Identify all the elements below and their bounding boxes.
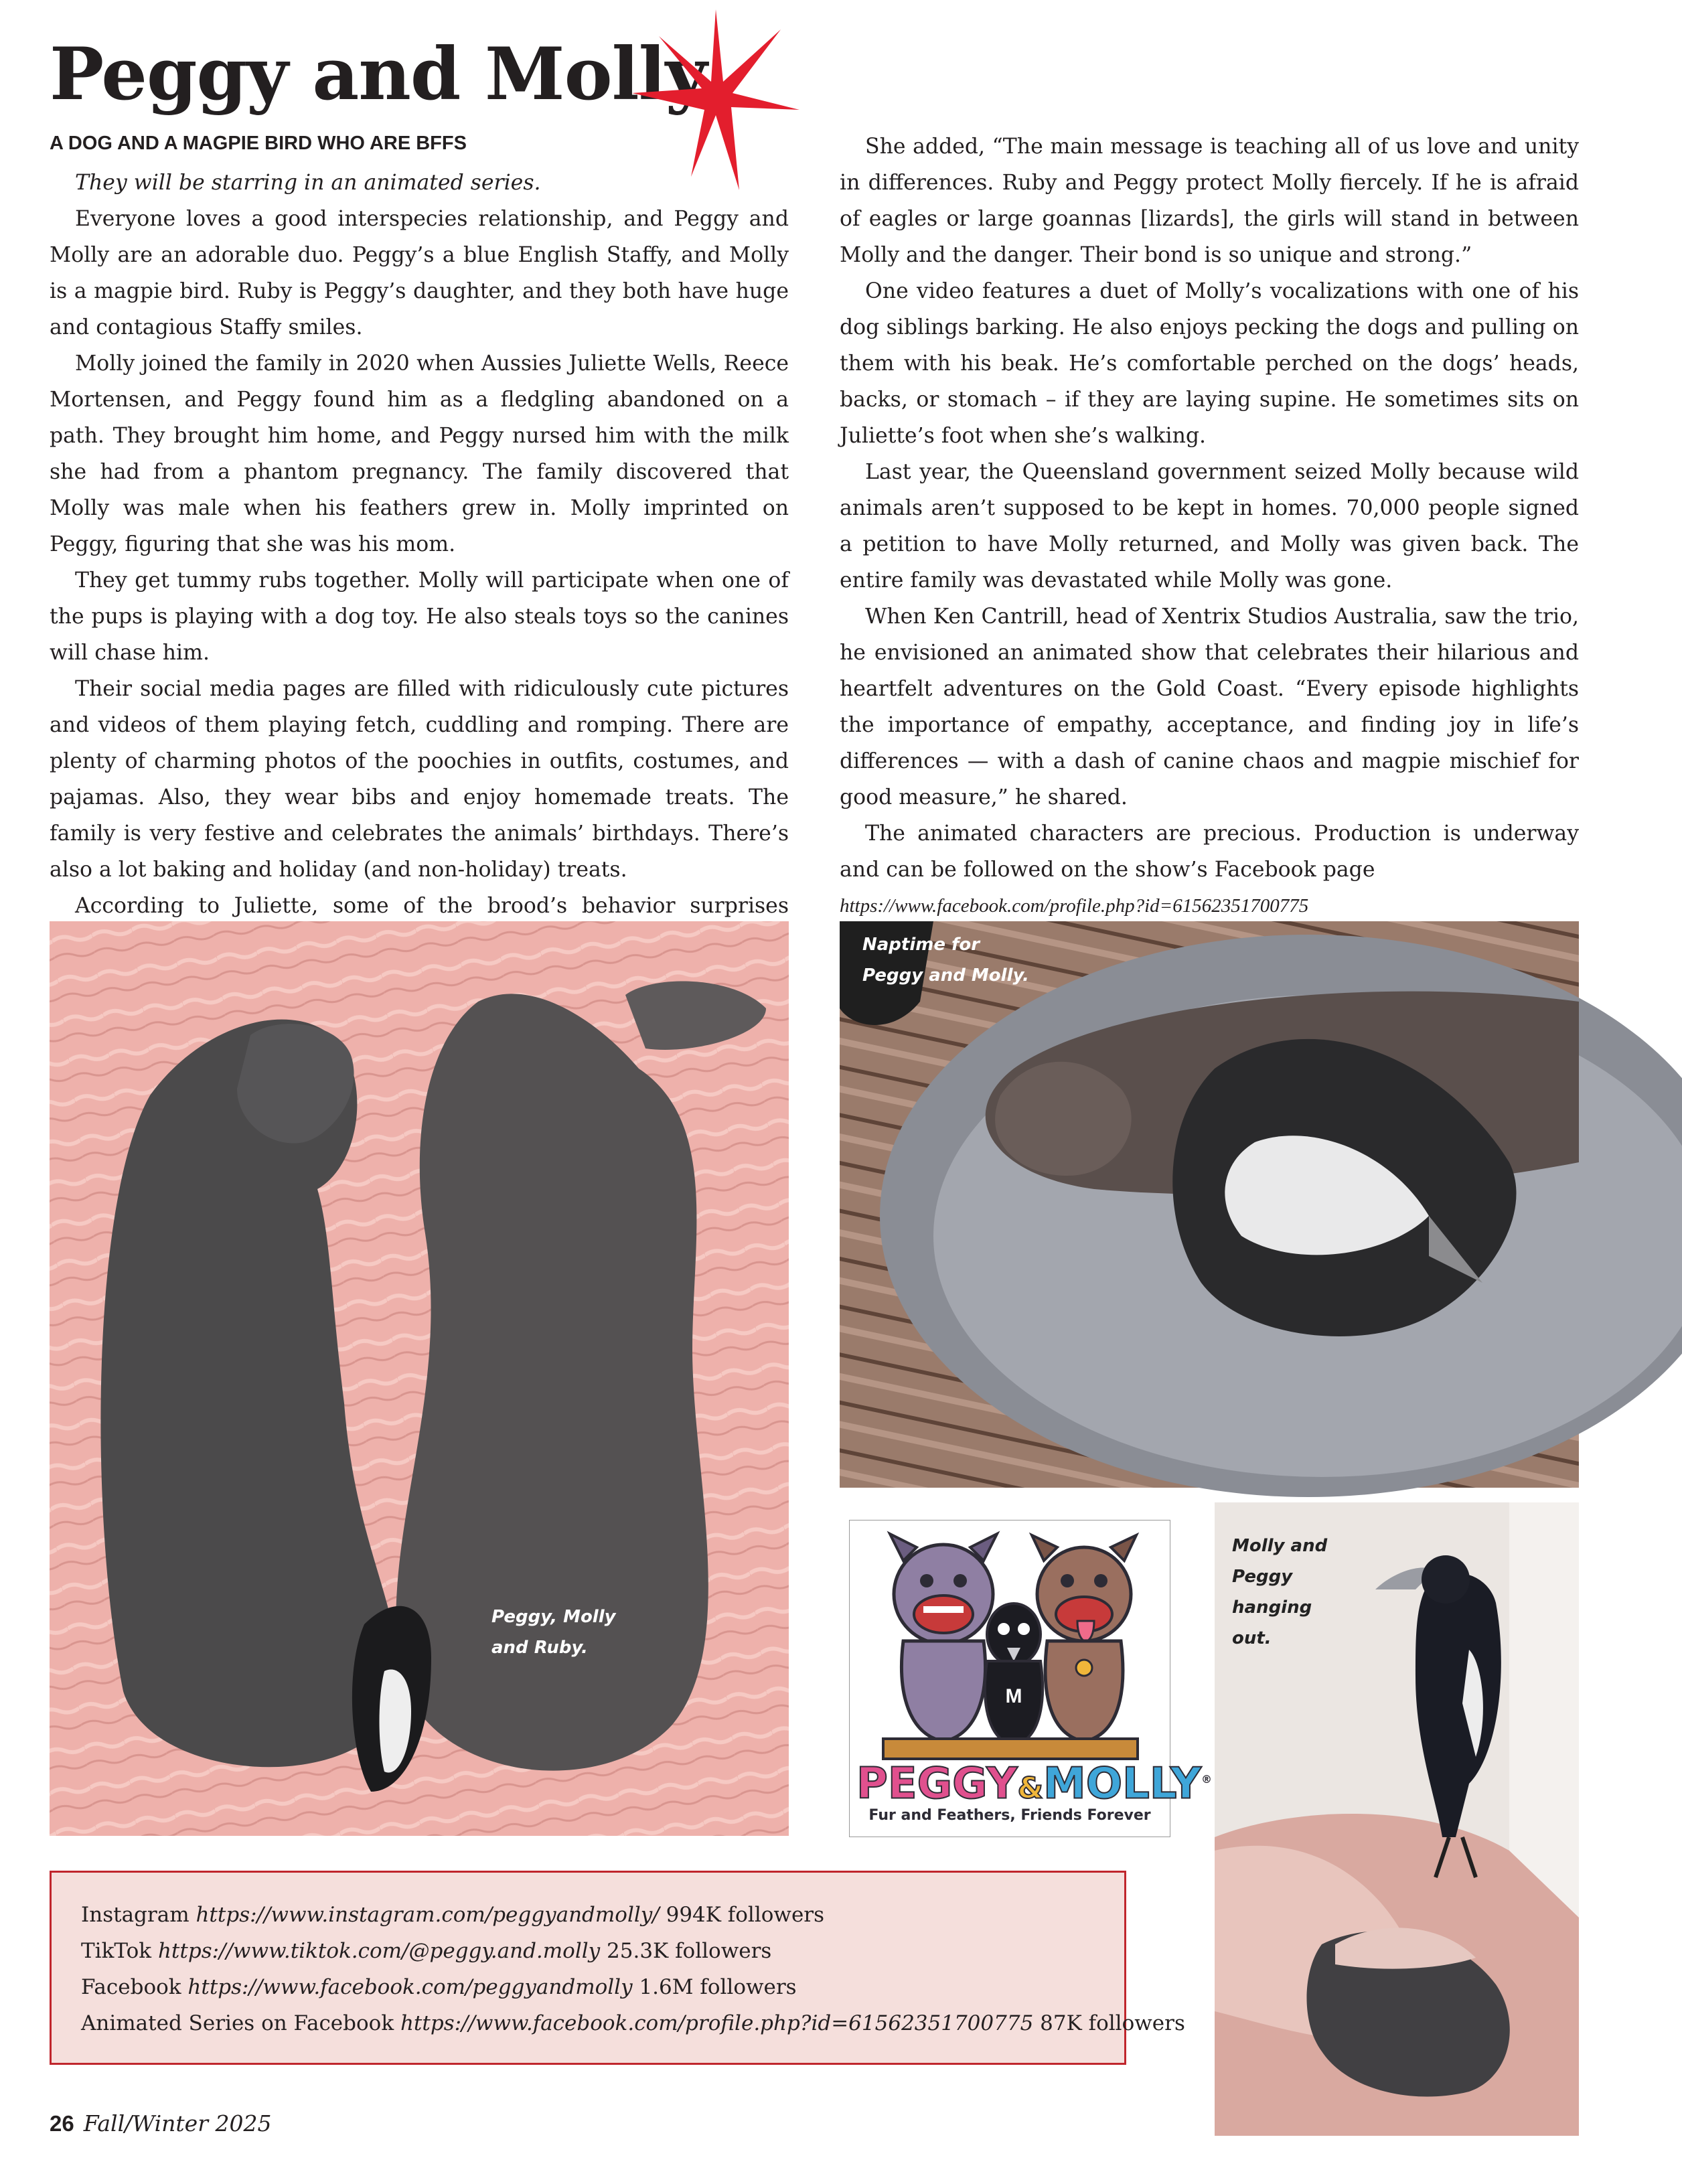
paragraph: Everyone loves a good interspecies relationship, and Peggy and Molly are an adorable duo. Peggy’s a blue English Staffy, and Molly is a magpie bird. Ruby is Peggy’s daughter, and they both have huge and contagious Staffy smiles. xyxy=(50,207,789,339)
facebook-link[interactable]: https://www.facebook.com/peggyandmolly xyxy=(187,1975,633,1999)
page-title: Peggy and Molly xyxy=(50,32,707,116)
page-number: 26 xyxy=(50,2111,74,2136)
photo-naptime xyxy=(840,921,1579,1488)
animated-series-link[interactable]: https://www.facebook.com/profile.php?id=61562351700775 xyxy=(400,2011,1034,2035)
peggy-molly-logo xyxy=(849,1520,1213,1837)
paragraph: She added, “The main message is teaching all of us love and unity in differences. Ruby and Peggy protect Molly fiercely. If he is afraid of eagles or large goannas [lizards], the girls will stand in between Molly and the danger. Their bond is so unique and strong.” xyxy=(840,135,1579,267)
photo-caption: Naptime for Peggy and Molly. xyxy=(862,935,1029,986)
social-links-box xyxy=(50,1871,1185,2065)
photo-caption: Molly and Peggy hanging out. xyxy=(1232,1536,1328,1648)
article-column-right xyxy=(840,129,1579,924)
logo-badge-letter: M xyxy=(1005,1685,1022,1707)
paragraph: One video features a duet of Molly’s vocalizations with one of his dog siblings barking. He also enjoys pecking the dogs and pulling on them with his beak. He’s comfortable perched on the dogs’ heads, backs, or stomach – if they are laying supine. He sometimes sits on Juliette’s foot when she’s walking. xyxy=(840,279,1579,448)
page-footer xyxy=(50,2110,271,2136)
show-facebook-link[interactable]: https://www.facebook.com/profile.php?id=61562351700775 xyxy=(840,895,1309,917)
paragraph: Molly joined the family in 2020 when Aussies Juliette Wells, Reece Mortensen, and Peggy found him as a fledgling abandoned on a path. They brought him home, and Peggy nursed him with the milk she had from a phantom pregnancy. The family discovered that Molly was male when his feathers grew in. Molly imprinted on Peggy, figuring that she was his mom. xyxy=(50,352,789,556)
social-row-facebook: Facebook https://www.facebook.com/peggyandmolly 1.6M followers xyxy=(81,1975,797,1999)
logo-tagline: Fur and Feathers, Friends Forever xyxy=(868,1807,1151,1824)
paragraph: According to Juliette, some of the brood’s behavior surprises xyxy=(75,894,789,918)
paragraph: The animated characters are precious. Production is underway and can be followed on the show’s Facebook page xyxy=(840,822,1579,882)
social-row-instagram: Instagram https://www.instagram.com/peggyandmolly/ 994K followers xyxy=(81,1903,825,1927)
photo-hanging-out xyxy=(1215,1502,1579,2136)
instagram-link[interactable]: https://www.instagram.com/peggyandmolly/ xyxy=(196,1903,660,1927)
tiktok-link[interactable]: https://www.tiktok.com/@peggy.and.molly xyxy=(157,1939,601,1963)
paragraph: When Ken Cantrill, head of Xentrix Studios Australia, saw the trio, he envisioned an animated show that celebrates their hilarious and heartfelt adventures on the Gold Coast. “Every episode highlights the importance of empathy, acceptance, and finding joy in life’s differences — with a dash of canine chaos and magpie mischief for good measure,” he shared. xyxy=(840,605,1579,809)
photo-caption: Peggy, Molly and Ruby. xyxy=(491,1607,616,1658)
article-kicker: A DOG AND A MAGPIE BIRD WHO ARE BFFS xyxy=(50,133,467,154)
social-row-animated-series: Animated Series on Facebook https://www.facebook.com/profile.php?id=61562351700775 87K followers xyxy=(81,2011,1185,2035)
logo-wordmark: PEGGY&MOLLY® xyxy=(856,1759,1213,1809)
paragraph: Last year, the Queensland government seized Molly because wild animals aren’t supposed to be kept in homes. 70,000 people signed a petition to have Molly returned, and Molly was given back. The entire family was devastated while Molly was gone. xyxy=(840,460,1579,593)
red-star-icon xyxy=(632,9,799,190)
issue-label: Fall/Winter 2025 xyxy=(83,2110,272,2136)
social-row-tiktok: TikTok https://www.tiktok.com/@peggy.and.molly 25.3K followers xyxy=(81,1939,772,1963)
paragraph: Their social media pages are filled with ridiculously cute pictures and videos of them playing fetch, cuddling and romping. There are plenty of charming photos of the poochies in outfits, costumes, and pajamas. Also, they wear bibs and enjoy homemade treats. The family is very festive and celebrates the animals’ birthdays. There’s also a lot baking and holiday (and non-holiday) treats. xyxy=(50,677,789,882)
photo-peggy-molly-ruby xyxy=(50,921,789,1836)
paragraph: They get tummy rubs together. Molly will participate when one of the pups is playing with a dog toy. He also steals toys so the canines will chase him. xyxy=(50,568,789,665)
article-subtitle: They will be starring in an animated series. xyxy=(75,171,541,195)
